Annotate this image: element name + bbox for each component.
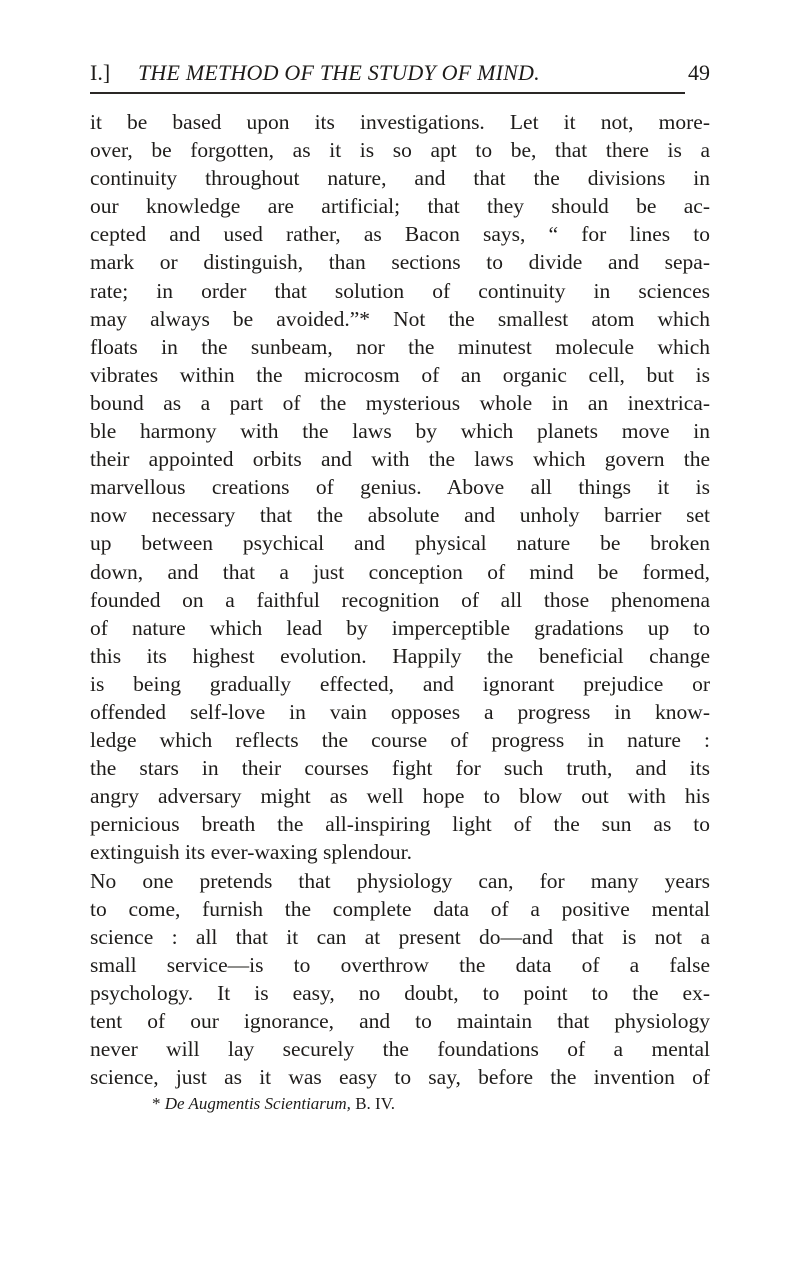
text-line: cepted and used rather, as Bacon says, “ for lines to	[90, 222, 710, 247]
book-page	[90, 56, 710, 1115]
text-line: pernicious breath the all-inspiring light of the sun as to	[90, 812, 710, 837]
text-line: psychology. It is easy, no doubt, to point to the ex-	[90, 980, 710, 1005]
text-line: extinguish its ever-waxing splendour.	[90, 840, 413, 865]
text-line: offended self-love in vain opposes a progress in know-	[90, 699, 710, 724]
text-line: science : all that it can at present do—and that is not a	[90, 924, 710, 949]
text-line: may always be avoided.”* Not the smallest atom which	[90, 306, 710, 331]
footnote-work-title: De Augmentis Scientiarum,	[164, 1094, 351, 1114]
text-line: founded on a faithful recognition of all those phenomena	[90, 587, 710, 612]
text-line: continuity throughout nature, and that the divisions in	[90, 166, 710, 191]
page-number: 49	[688, 60, 710, 85]
footnote	[90, 1093, 710, 1115]
text-line: mark or distinguish, than sections to divide and sepa-	[90, 250, 710, 275]
text-line: their appointed orbits and with the laws which govern the	[90, 447, 710, 472]
text-line: is being gradually effected, and ignorant prejudice or	[90, 671, 710, 696]
text-line: small service—is to overthrow the data of a false	[90, 952, 710, 977]
text-line: science, just as it was easy to say, before the invention of	[90, 1065, 710, 1090]
text-line: never will lay securely the foundations of a mental	[90, 1037, 710, 1062]
text-line: rate; in order that solution of continuity in sciences	[90, 278, 710, 303]
chapter-number: I.]	[90, 60, 111, 85]
text-line: bound as a part of the mysterious whole in an inextrica-	[90, 390, 710, 415]
text-line: marvellous creations of genius. Above all things it is	[90, 475, 710, 500]
text-line: vibrates within the microcosm of an organic cell, but is	[90, 362, 710, 387]
header-rule	[90, 92, 685, 94]
paragraph-2	[90, 867, 710, 1092]
text-line: floats in the sunbeam, nor the minutest molecule which	[90, 334, 710, 359]
paragraph-1	[90, 108, 710, 867]
text-line: angry adversary might as well hope to blow out with his	[90, 784, 710, 809]
text-line: this its highest evolution. Happily the beneficial change	[90, 643, 710, 668]
footnote-marker: *	[152, 1094, 161, 1114]
text-line: the stars in their courses fight for such truth, and its	[90, 756, 710, 781]
text-line: ble harmony with the laws by which planets move in	[90, 419, 710, 444]
running-title: THE METHOD OF THE STUDY OF MIND.	[138, 60, 540, 85]
text-line: down, and that a just conception of mind be formed,	[90, 559, 710, 584]
text-line: over, be forgotten, as it is so apt to be, that there is a	[90, 138, 710, 163]
text-line: tent of our ignorance, and to maintain that physiology	[90, 1009, 710, 1033]
text-line: it be based upon its investigations. Let it not, more-	[90, 110, 710, 134]
text-line: up between psychical and physical nature be broken	[90, 531, 710, 556]
text-line: No one pretends that physiology can, for many years	[90, 868, 710, 893]
text-line: our knowledge are artificial; that they should be ac-	[90, 194, 710, 219]
text-line: now necessary that the absolute and unholy barrier set	[90, 503, 710, 528]
text-line: of nature which lead by imperceptible gradations up to	[90, 615, 710, 640]
body-text	[90, 108, 710, 1091]
running-head	[90, 56, 710, 90]
text-line: ledge which reflects the course of progress in nature :	[90, 728, 710, 753]
footnote-reference: B. IV.	[355, 1094, 396, 1114]
text-line: to come, furnish the complete data of a positive mental	[90, 896, 710, 921]
